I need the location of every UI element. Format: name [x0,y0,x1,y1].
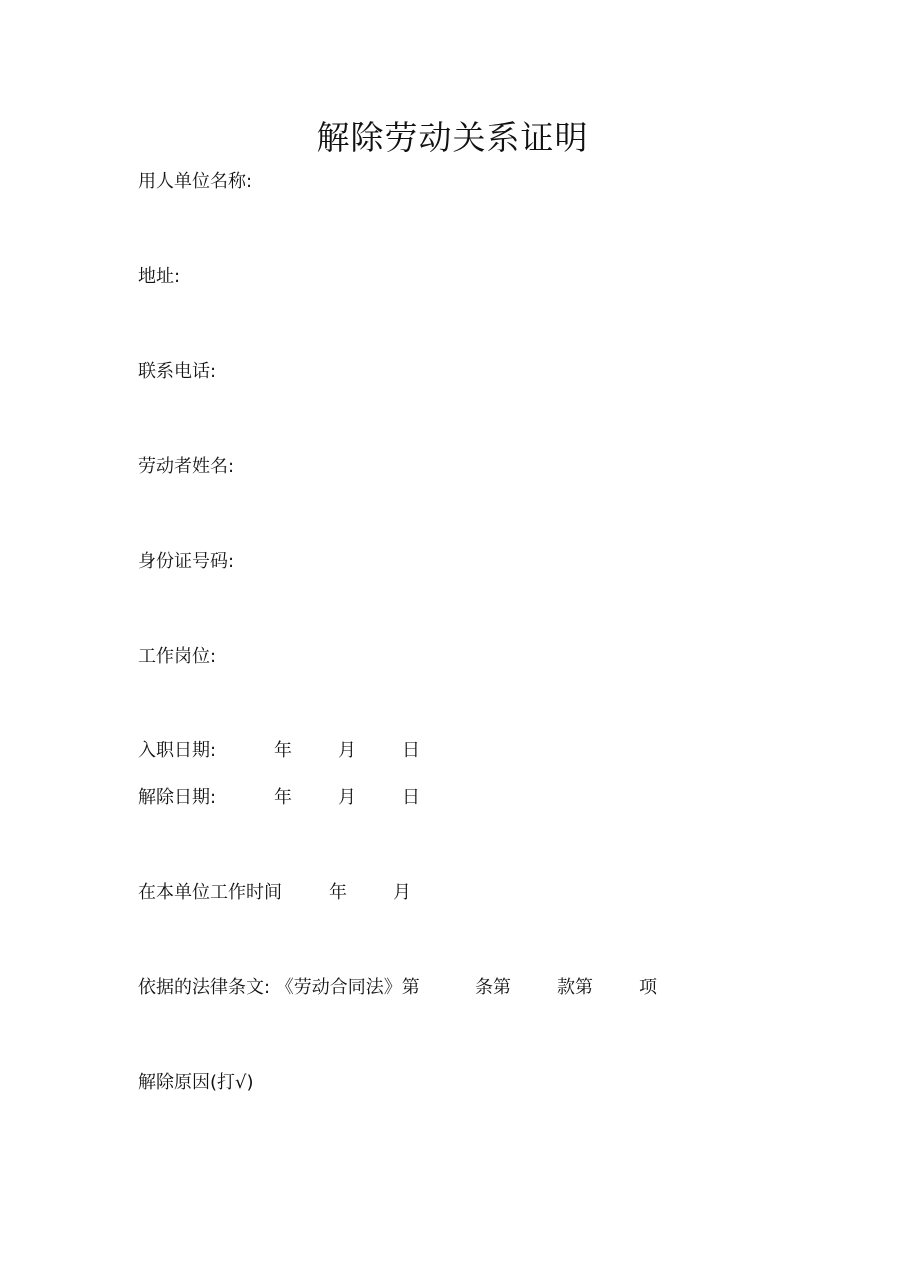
legal-basis-label: 依据的法律条文: 《劳动合同法》第 [138,977,420,998]
phone-label: 联系电话: [138,361,217,382]
position-label: 工作岗位: [138,646,217,667]
tenure-label: 在本单位工作时间 [138,882,282,903]
entry-date-label: 入职日期: [138,740,217,761]
legal-basis-clause-unit: 款第 [557,977,593,998]
termination-reason-label: 解除原因(打√) [138,1072,254,1093]
termination-date-label: 解除日期: [138,787,217,808]
worker-name-label: 劳动者姓名: [138,456,235,477]
entry-date-year-unit: 年 [274,740,292,761]
termination-date-month-unit: 月 [338,787,356,808]
legal-basis-article-unit: 条第 [475,977,511,998]
address-label: 地址: [138,266,181,287]
entry-date-day-unit: 日 [402,740,420,761]
legal-basis-item-unit: 项 [639,977,657,998]
entry-date-month-unit: 月 [338,740,356,761]
tenure-month-unit: 月 [393,882,411,903]
tenure-year-unit: 年 [329,882,347,903]
termination-date-day-unit: 日 [402,787,420,808]
document-title: 解除劳动关系证明 [316,118,589,157]
employer-name-label: 用人单位名称: [138,171,253,192]
termination-date-year-unit: 年 [274,787,292,808]
id-number-label: 身份证号码: [138,551,235,572]
